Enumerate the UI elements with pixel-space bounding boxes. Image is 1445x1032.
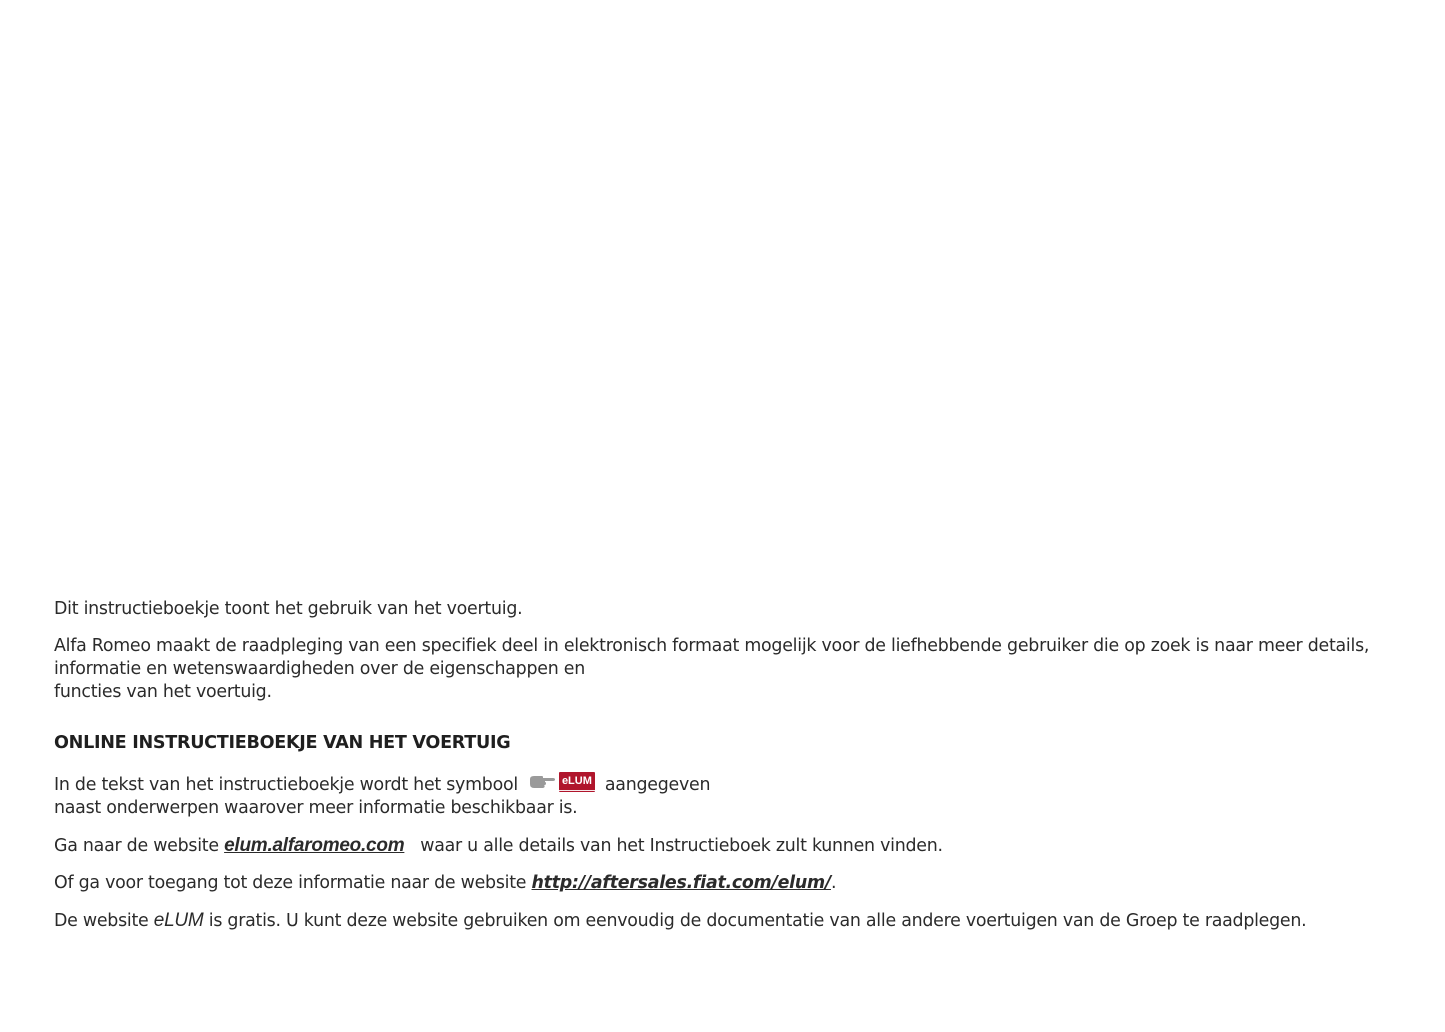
website2-paragraph [54, 872, 1424, 895]
website1-text-before: Ga naar de website [54, 836, 219, 856]
free-text-after: is gratis. U kunt deze website gebruiken om eenvoudig de documentatie van alle andere voertuigen van de Groep te raadplegen. [208, 911, 1307, 931]
section-heading: ONLINE INSTRUCTIEBOEKJE VAN HET VOERTUIG [54, 733, 511, 753]
consult-paragraph [54, 635, 1424, 704]
symbol-text-before: In de tekst van het instructieboekje wordt het symbool [54, 775, 518, 795]
document-body [54, 598, 1424, 933]
elum-badge: eLUM [559, 772, 595, 792]
website2-text-after: . [830, 873, 837, 893]
free-text-before: De website [54, 911, 149, 931]
website2-text-before: Of ga voor toegang tot deze informatie naar de website [54, 873, 527, 893]
symbol-paragraph [54, 774, 1424, 820]
symbol-text-after: aangegeven [604, 775, 711, 795]
intro-paragraph [54, 598, 1424, 621]
elum-alfaromeo-link[interactable]: elum.alfaromeo.com [224, 835, 405, 856]
pointing-hand-icon [528, 774, 556, 790]
elum-symbol [528, 772, 595, 792]
intro-text: Dit instructieboekje toont het gebruik van het voertuig. [54, 599, 523, 619]
elum-brand-text: eLUM [153, 910, 204, 931]
consult-text-line2: functies van het voertuig. [54, 682, 272, 702]
free-paragraph [54, 909, 1424, 933]
symbol-text-line2: naast onderwerpen waarover meer informatie beschikbaar is. [54, 798, 578, 818]
website1-paragraph [54, 834, 1424, 858]
aftersales-fiat-link[interactable]: http://aftersales.fiat.com/elum/ [531, 873, 831, 893]
website1-text-after: waar u alle details van het Instructieboek zult kunnen vinden. [420, 836, 943, 856]
consult-text-line1: Alfa Romeo maakt de raadpleging van een specifiek deel in elektronisch formaat mogelijk voor de liefhebbende gebruiker die op zoek is naar meer details, informatie en wetenswaardigheden over de eigenschappen en [54, 636, 1370, 679]
